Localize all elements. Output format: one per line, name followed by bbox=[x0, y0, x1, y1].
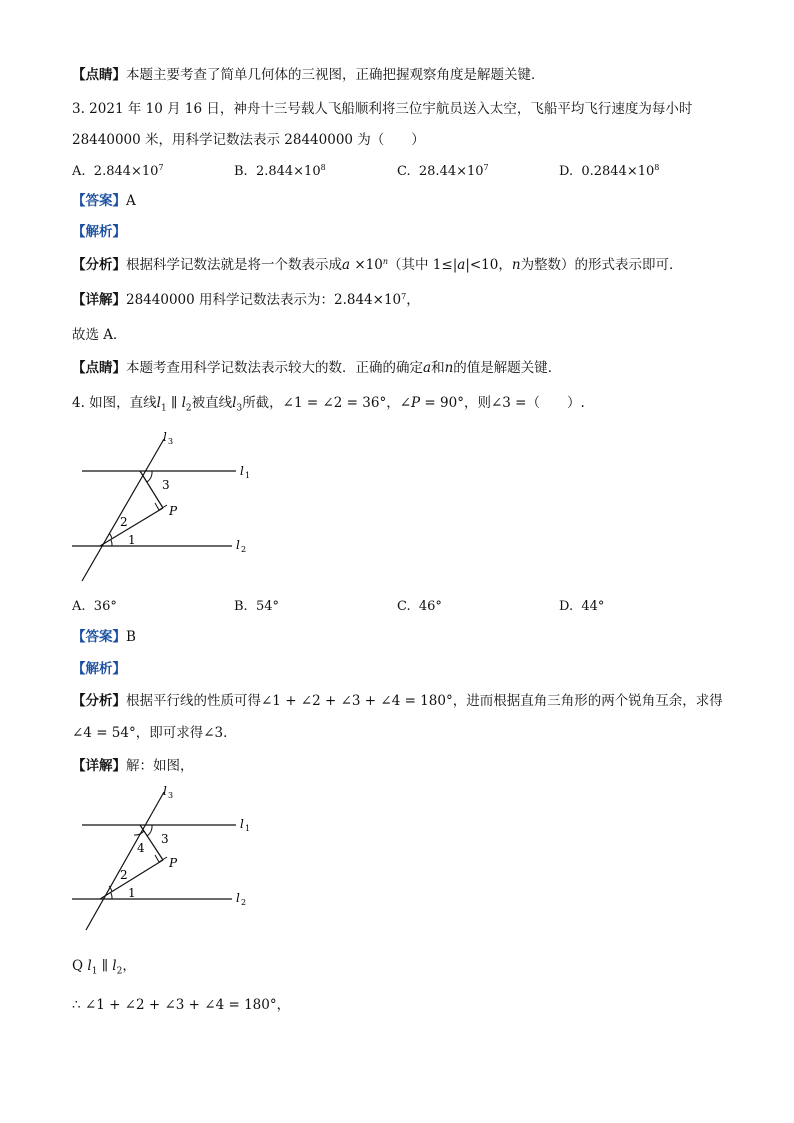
label-angle-2: 2 bbox=[120, 868, 128, 882]
note-previous bbox=[72, 66, 545, 84]
q4-detail bbox=[72, 757, 194, 775]
label-l3-sub: 3 bbox=[168, 791, 174, 800]
q4-option-a bbox=[72, 598, 117, 616]
label-angle-4: 4 bbox=[137, 841, 145, 855]
option-label: B. bbox=[234, 164, 248, 179]
option-value: 0.2844×10 bbox=[581, 164, 655, 179]
q3-analysis-tag: 【解析】 bbox=[72, 224, 126, 240]
angle-3-arc bbox=[147, 471, 152, 482]
formula-base: ×10 bbox=[350, 257, 383, 273]
stem-text: 被直线 bbox=[191, 395, 233, 411]
q3-detail bbox=[72, 291, 420, 309]
label-l3-sub: 3 bbox=[168, 437, 174, 446]
label-angle-3: 3 bbox=[161, 832, 169, 846]
option-exponent: 8 bbox=[320, 163, 326, 172]
q4-option-c bbox=[397, 598, 442, 616]
option-value: 44° bbox=[581, 599, 605, 614]
q4-option-b bbox=[234, 598, 279, 616]
therefore-text: ∠1 + ∠2 + ∠3 + ∠4 = 180°， bbox=[80, 997, 291, 1013]
q4-answer bbox=[72, 628, 136, 646]
option-label: C. bbox=[397, 164, 411, 179]
q3-option-b bbox=[234, 163, 326, 181]
sub-2: 2 bbox=[116, 966, 123, 977]
var-a: a bbox=[423, 360, 432, 376]
option-label: A. bbox=[72, 599, 86, 614]
q3-answer bbox=[72, 192, 136, 210]
option-label: B. bbox=[234, 599, 248, 614]
parallel-symbol: ∥ bbox=[166, 395, 182, 411]
fenxi-text: （其中 1≤| bbox=[388, 257, 458, 273]
note-tag: 【点睛】 bbox=[72, 360, 126, 376]
label-angle-1: 1 bbox=[128, 886, 136, 900]
q4-therefore bbox=[72, 996, 290, 1014]
fenxi-text: 根据科学记数法就是将一个数表示成 bbox=[126, 257, 342, 273]
option-value: 36° bbox=[93, 599, 117, 614]
q4-fenxi-line2: ∠4 = 54°，即可求得∠3． bbox=[72, 725, 237, 741]
detail-tag: 【详解】 bbox=[72, 292, 126, 308]
option-value: 46° bbox=[418, 599, 442, 614]
option-exponent: 8 bbox=[654, 163, 660, 172]
note-text: 和 bbox=[431, 360, 445, 376]
var-n: n bbox=[444, 360, 454, 376]
var-n-exp: n bbox=[382, 257, 388, 266]
label-l2-sub: 2 bbox=[241, 545, 247, 554]
fenxi-text: 根据平行线的性质可得∠1 + ∠2 + ∠3 + ∠4 = 180°，进而根据直角三角形的两个锐角互余，求得 bbox=[126, 693, 723, 709]
detail-exponent: 7 bbox=[401, 292, 407, 301]
label-l1: l bbox=[240, 817, 244, 831]
figure-q4 bbox=[60, 425, 280, 590]
note-text: 的值是解题关键． bbox=[453, 360, 562, 376]
detail-tag: 【详解】 bbox=[72, 758, 126, 774]
q3-note bbox=[72, 359, 561, 377]
q4-stem bbox=[72, 394, 585, 418]
q4-option-d bbox=[559, 598, 604, 616]
fenxi-tag: 【分析】 bbox=[72, 693, 126, 709]
fenxi-text: |<10， bbox=[465, 257, 512, 273]
var-l3: l bbox=[232, 395, 237, 411]
q3-stem-line2: 28440000 米，用科学记数法表示 28440000 为（ ） bbox=[72, 132, 425, 148]
sub-1: 1 bbox=[161, 403, 167, 414]
q3-stem-line1: 3. 2021 年 10 月 16 日，神舟十三号载人飞船顺利将三位宇航员送入太空，飞船平均飞行速度为每小时 bbox=[72, 101, 693, 117]
label-l1: l bbox=[240, 464, 244, 478]
label-l2-sub: 2 bbox=[241, 898, 247, 907]
option-label: A. bbox=[72, 164, 86, 179]
label-angle-1: 1 bbox=[128, 533, 136, 547]
stem-text: = 90°，则∠3 =（ ）. bbox=[420, 395, 585, 411]
label-angle-3: 3 bbox=[162, 478, 170, 492]
angle-4-arc bbox=[134, 831, 144, 835]
option-exponent: 7 bbox=[158, 163, 164, 172]
q3-option-d bbox=[559, 163, 659, 181]
note-tag: 【点睛】 bbox=[72, 67, 126, 83]
option-label: D. bbox=[559, 599, 574, 614]
label-l3: l bbox=[163, 430, 167, 444]
angle-1-arc bbox=[111, 893, 112, 899]
line-l3 bbox=[82, 439, 164, 581]
option-value: 28.44×10 bbox=[418, 164, 484, 179]
stem-text: 4. 如图，直线 bbox=[72, 395, 157, 411]
note-text: 本题主要考查了简单几何体的三视图，正确把握观察角度是解题关键． bbox=[126, 67, 545, 83]
angle-1-arc bbox=[111, 540, 112, 546]
detail-text: 28440000 用科学记数法表示为：2.844×10 bbox=[126, 292, 402, 308]
sub-3: 3 bbox=[236, 403, 243, 414]
parallel-symbol: ∥ bbox=[97, 958, 113, 974]
label-angle-2: 2 bbox=[120, 515, 128, 529]
answer-tag: 【答案】 bbox=[72, 193, 126, 209]
var-p: P bbox=[411, 395, 421, 411]
angle-3-arc bbox=[147, 825, 152, 836]
stem-text: 所截，∠1 = ∠2 = 36°，∠ bbox=[242, 395, 412, 411]
therefore-symbol: ∴ bbox=[72, 997, 81, 1013]
var-l2: l bbox=[181, 395, 186, 411]
detail-text: 解：如图， bbox=[126, 758, 194, 774]
line-l3 bbox=[86, 792, 164, 930]
var-a: a bbox=[342, 257, 351, 273]
answer-tag: 【答案】 bbox=[72, 629, 126, 645]
var-a: a bbox=[457, 257, 466, 273]
option-label: D. bbox=[559, 164, 574, 179]
sub-2: 2 bbox=[185, 403, 192, 414]
label-l2: l bbox=[236, 538, 240, 552]
label-l1-sub: 1 bbox=[245, 471, 251, 480]
option-value: 2.844×10 bbox=[93, 164, 159, 179]
sub-1: 1 bbox=[91, 966, 98, 977]
option-label: C. bbox=[397, 599, 411, 614]
label-l3: l bbox=[163, 784, 167, 798]
option-value: 2.844×10 bbox=[255, 164, 321, 179]
fenxi-tag: 【分析】 bbox=[72, 257, 126, 273]
var-l1: l bbox=[87, 958, 92, 974]
q4-fenxi-line1 bbox=[72, 692, 723, 710]
q4-because bbox=[72, 957, 136, 981]
q4-analysis-tag: 【解析】 bbox=[72, 661, 126, 677]
label-point-p: P bbox=[169, 504, 178, 518]
var-l1: l bbox=[156, 395, 161, 411]
label-l1-sub: 1 bbox=[245, 824, 251, 833]
q3-fenxi bbox=[72, 256, 683, 274]
option-exponent: 7 bbox=[483, 163, 489, 172]
var-n: n bbox=[511, 257, 521, 273]
label-point-p: P bbox=[169, 856, 178, 870]
punct: ， bbox=[122, 958, 136, 974]
note-text: 本题考查用科学记数法表示较大的数．正确的确定 bbox=[126, 360, 423, 376]
label-l2: l bbox=[236, 891, 240, 905]
var-l2: l bbox=[112, 958, 117, 974]
because-symbol: Q bbox=[72, 958, 84, 974]
answer-value: B bbox=[126, 629, 136, 645]
detail-end: ， bbox=[406, 292, 420, 308]
figure-q4-solution bbox=[60, 780, 280, 935]
answer-value: A bbox=[126, 193, 136, 209]
fenxi-text: 为整数）的形式表示即可． bbox=[520, 257, 683, 273]
option-value: 54° bbox=[255, 599, 279, 614]
angle-2-arc bbox=[109, 533, 112, 539]
q3-option-c bbox=[397, 163, 489, 181]
q3-option-a bbox=[72, 163, 164, 181]
q3-conclusion: 故选 A． bbox=[72, 327, 127, 343]
